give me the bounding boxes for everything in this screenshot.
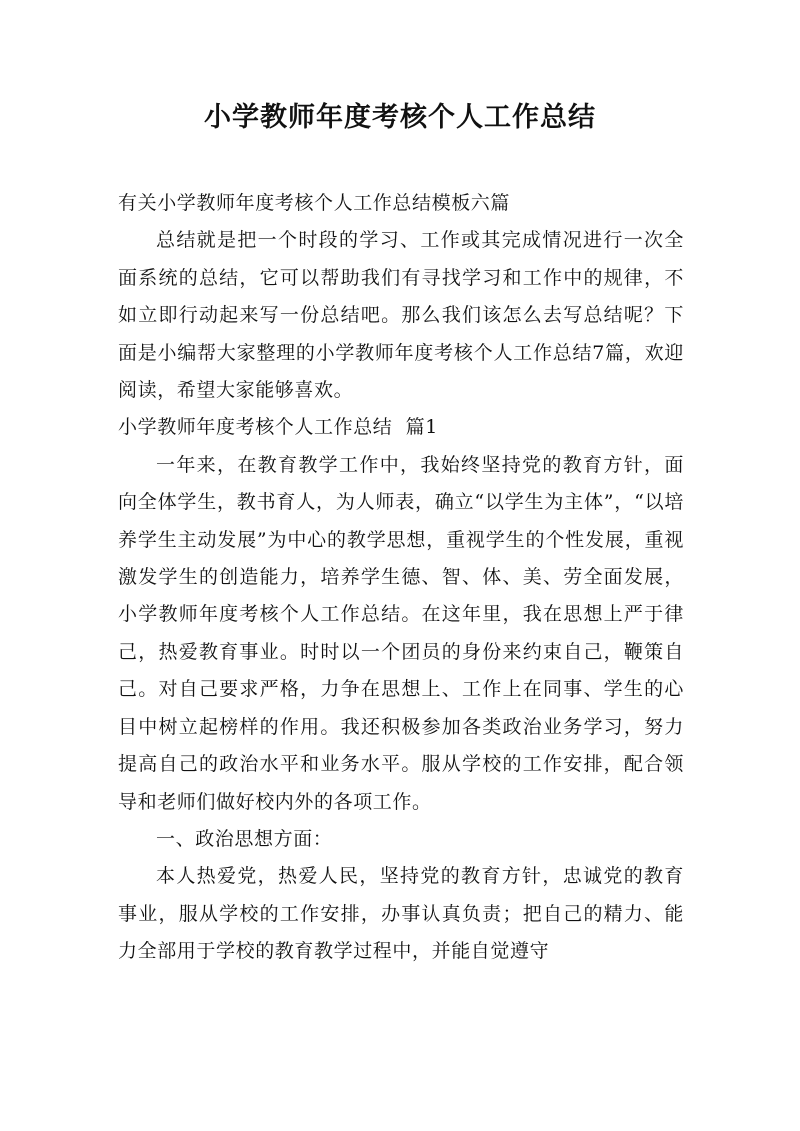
document-subtitle: 有关小学教师年度考核个人工作总结模板六篇 (118, 192, 511, 214)
subheading-political: 一、政治思想方面： (156, 827, 333, 850)
section-heading: 小学教师年度考核个人工作总结 篇1 (118, 416, 438, 439)
intro-paragraph: 总结就是把一个时段的学习、工作或其完成情况进行一次全面系统的总结，它可以帮助我们有寻找学习和工作中的规律，不如立即行动起来写一份总结吧。那么我们该怎么去写总结呢？下面是小编帮大家整理的小学教师年度考核个人工作总结7篇，欢迎阅读，希望大家能够喜欢。 (118, 229, 684, 402)
document-body (118, 185, 684, 971)
body-paragraph-2: 本人热爱党，热爱人民，坚持党的教育方针，忠诚党的教育事业，服从学校的工作安排，办事认真负责；把自己的精力、能力全部用于学校的教育教学过程中，并能自觉遵守 (118, 865, 684, 963)
document-title: 小学教师年度考核个人工作总结 (204, 102, 596, 133)
body-paragraph-1: 一年来，在教育教学工作中，我始终坚持党的教育方针，面向全体学生，教书育人，为人师表，确立“以学生为主体”，“以培养学生主动发展”为中心的教学思想，重视学生的个性发展，重视激发学生的创造能力，培养学生德、智、体、美、劳全面发展，小学教师年度考核个人工作总结。在这年里，我在思想上严于律己，热爱教育事业。时时以一个团员的身份来约束自己，鞭策自己。对自己要求严格，力争在思想上、工作上在同事、学生的心目中树立起榜样的作用。我还积极参加各类政治业务学习，努力提高自己的政治水平和业务水平。服从学校的工作安排，配合领导和老师们做好校内外的各项工作。 (118, 453, 684, 813)
